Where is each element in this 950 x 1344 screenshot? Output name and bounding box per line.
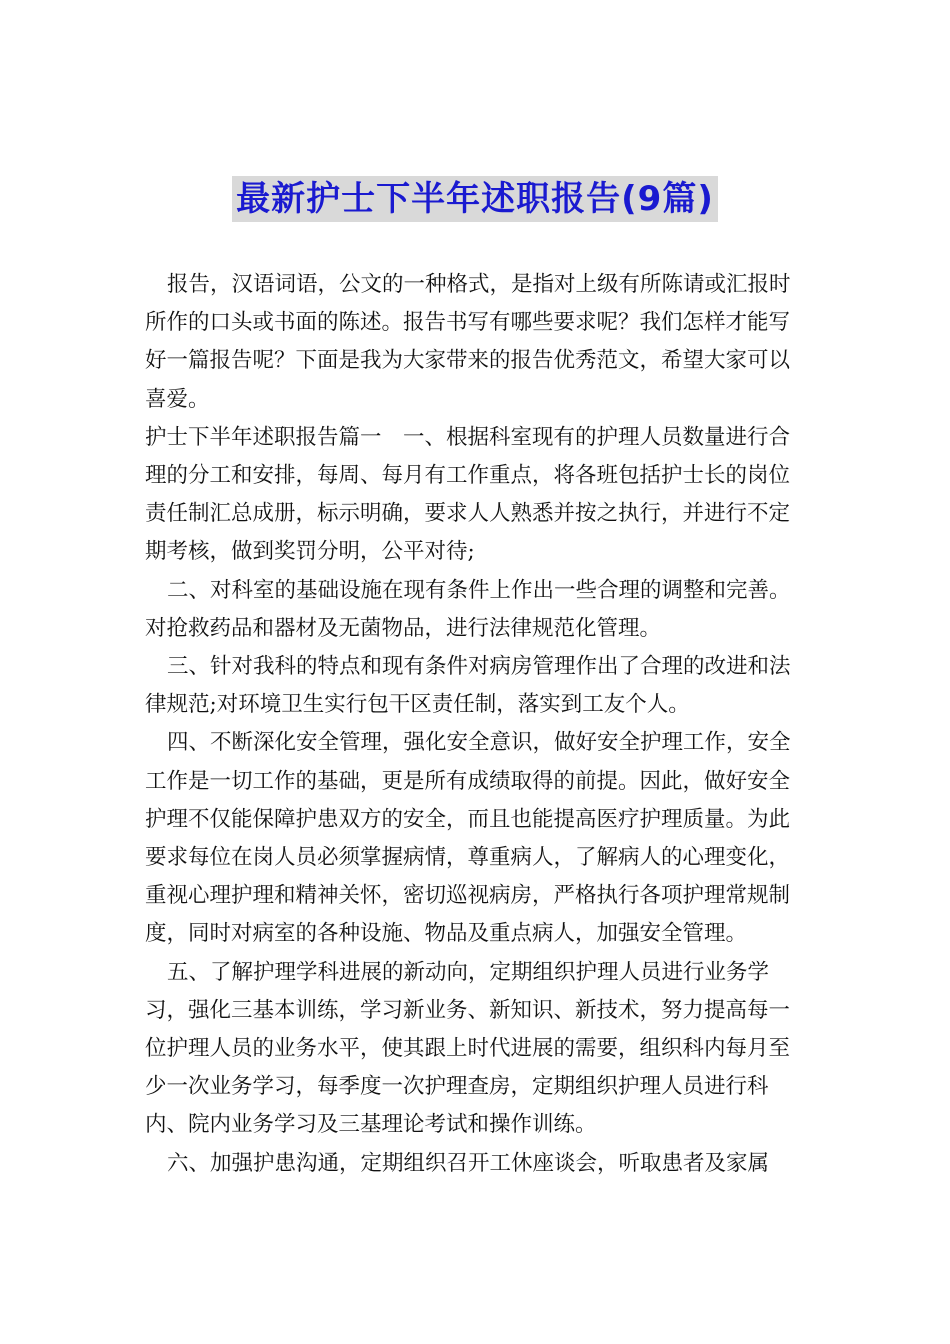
paragraph-item-four: 四、不断深化安全管理，强化安全意识，做好安全护理工作，安全工作是一切工作的基础，更是所有成绩取得的前提。因此，做好安全护理不仅能保障护患双方的安全，而且也能提高医疗护理质量。为此要求每位在岗人员必须掌握病情，尊重病人，了解病人的心理变化，重视心理护理和精神关怀，密切巡视病房，严格执行各项护理常规制度，同时对病室的各种设施、物品及重点病人，加强安全管理。 [145, 730, 791, 947]
title-container [0, 176, 950, 222]
paragraph-section-one: 护士下半年述职报告篇一 一、根据科室现有的护理人员数量进行合理的分工和安排，每周、每月有工作重点，将各班包括护士长的岗位责任制汇总成册，标示明确，要求人人熟悉并按之执行，并进行不定期考核，做到奖罚分明，公平对待; [145, 424, 791, 565]
document-body [145, 266, 807, 1183]
document-title: 最新护士下半年述职报告(9篇) [232, 176, 718, 222]
paragraph-item-two: 二、对科室的基础设施在现有条件上作出一些合理的调整和完善。对抢救药品和器材及无菌物品，进行法律规范化管理。 [145, 577, 791, 641]
paragraph-item-three: 三、针对我科的特点和现有条件对病房管理作出了合理的改进和法律规范;对环境卫生实行包干区责任制，落实到工友个人。 [145, 654, 791, 718]
paragraph-item-six: 六、加强护患沟通，定期组织召开工休座谈会，听取患者及家属 [167, 1150, 770, 1176]
paragraph-item-five: 五、了解护理学科进展的新动向，定期组织护理人员进行业务学习，强化三基本训练，学习新业务、新知识、新技术，努力提高每一位护理人员的业务水平，使其跟上时代进展的需要，组织科内每月至少一次业务学习，每季度一次护理查房，定期组织护理人员进行科内、院内业务学习及三基理论考试和操作训练。 [145, 959, 791, 1138]
paragraph-intro: 报告，汉语词语，公文的一种格式，是指对上级有所陈请或汇报时所作的口头或书面的陈述。报告书写有哪些要求呢？我们怎样才能写好一篇报告呢？下面是我为大家带来的报告优秀范文，希望大家可以喜爱。 [145, 272, 791, 412]
